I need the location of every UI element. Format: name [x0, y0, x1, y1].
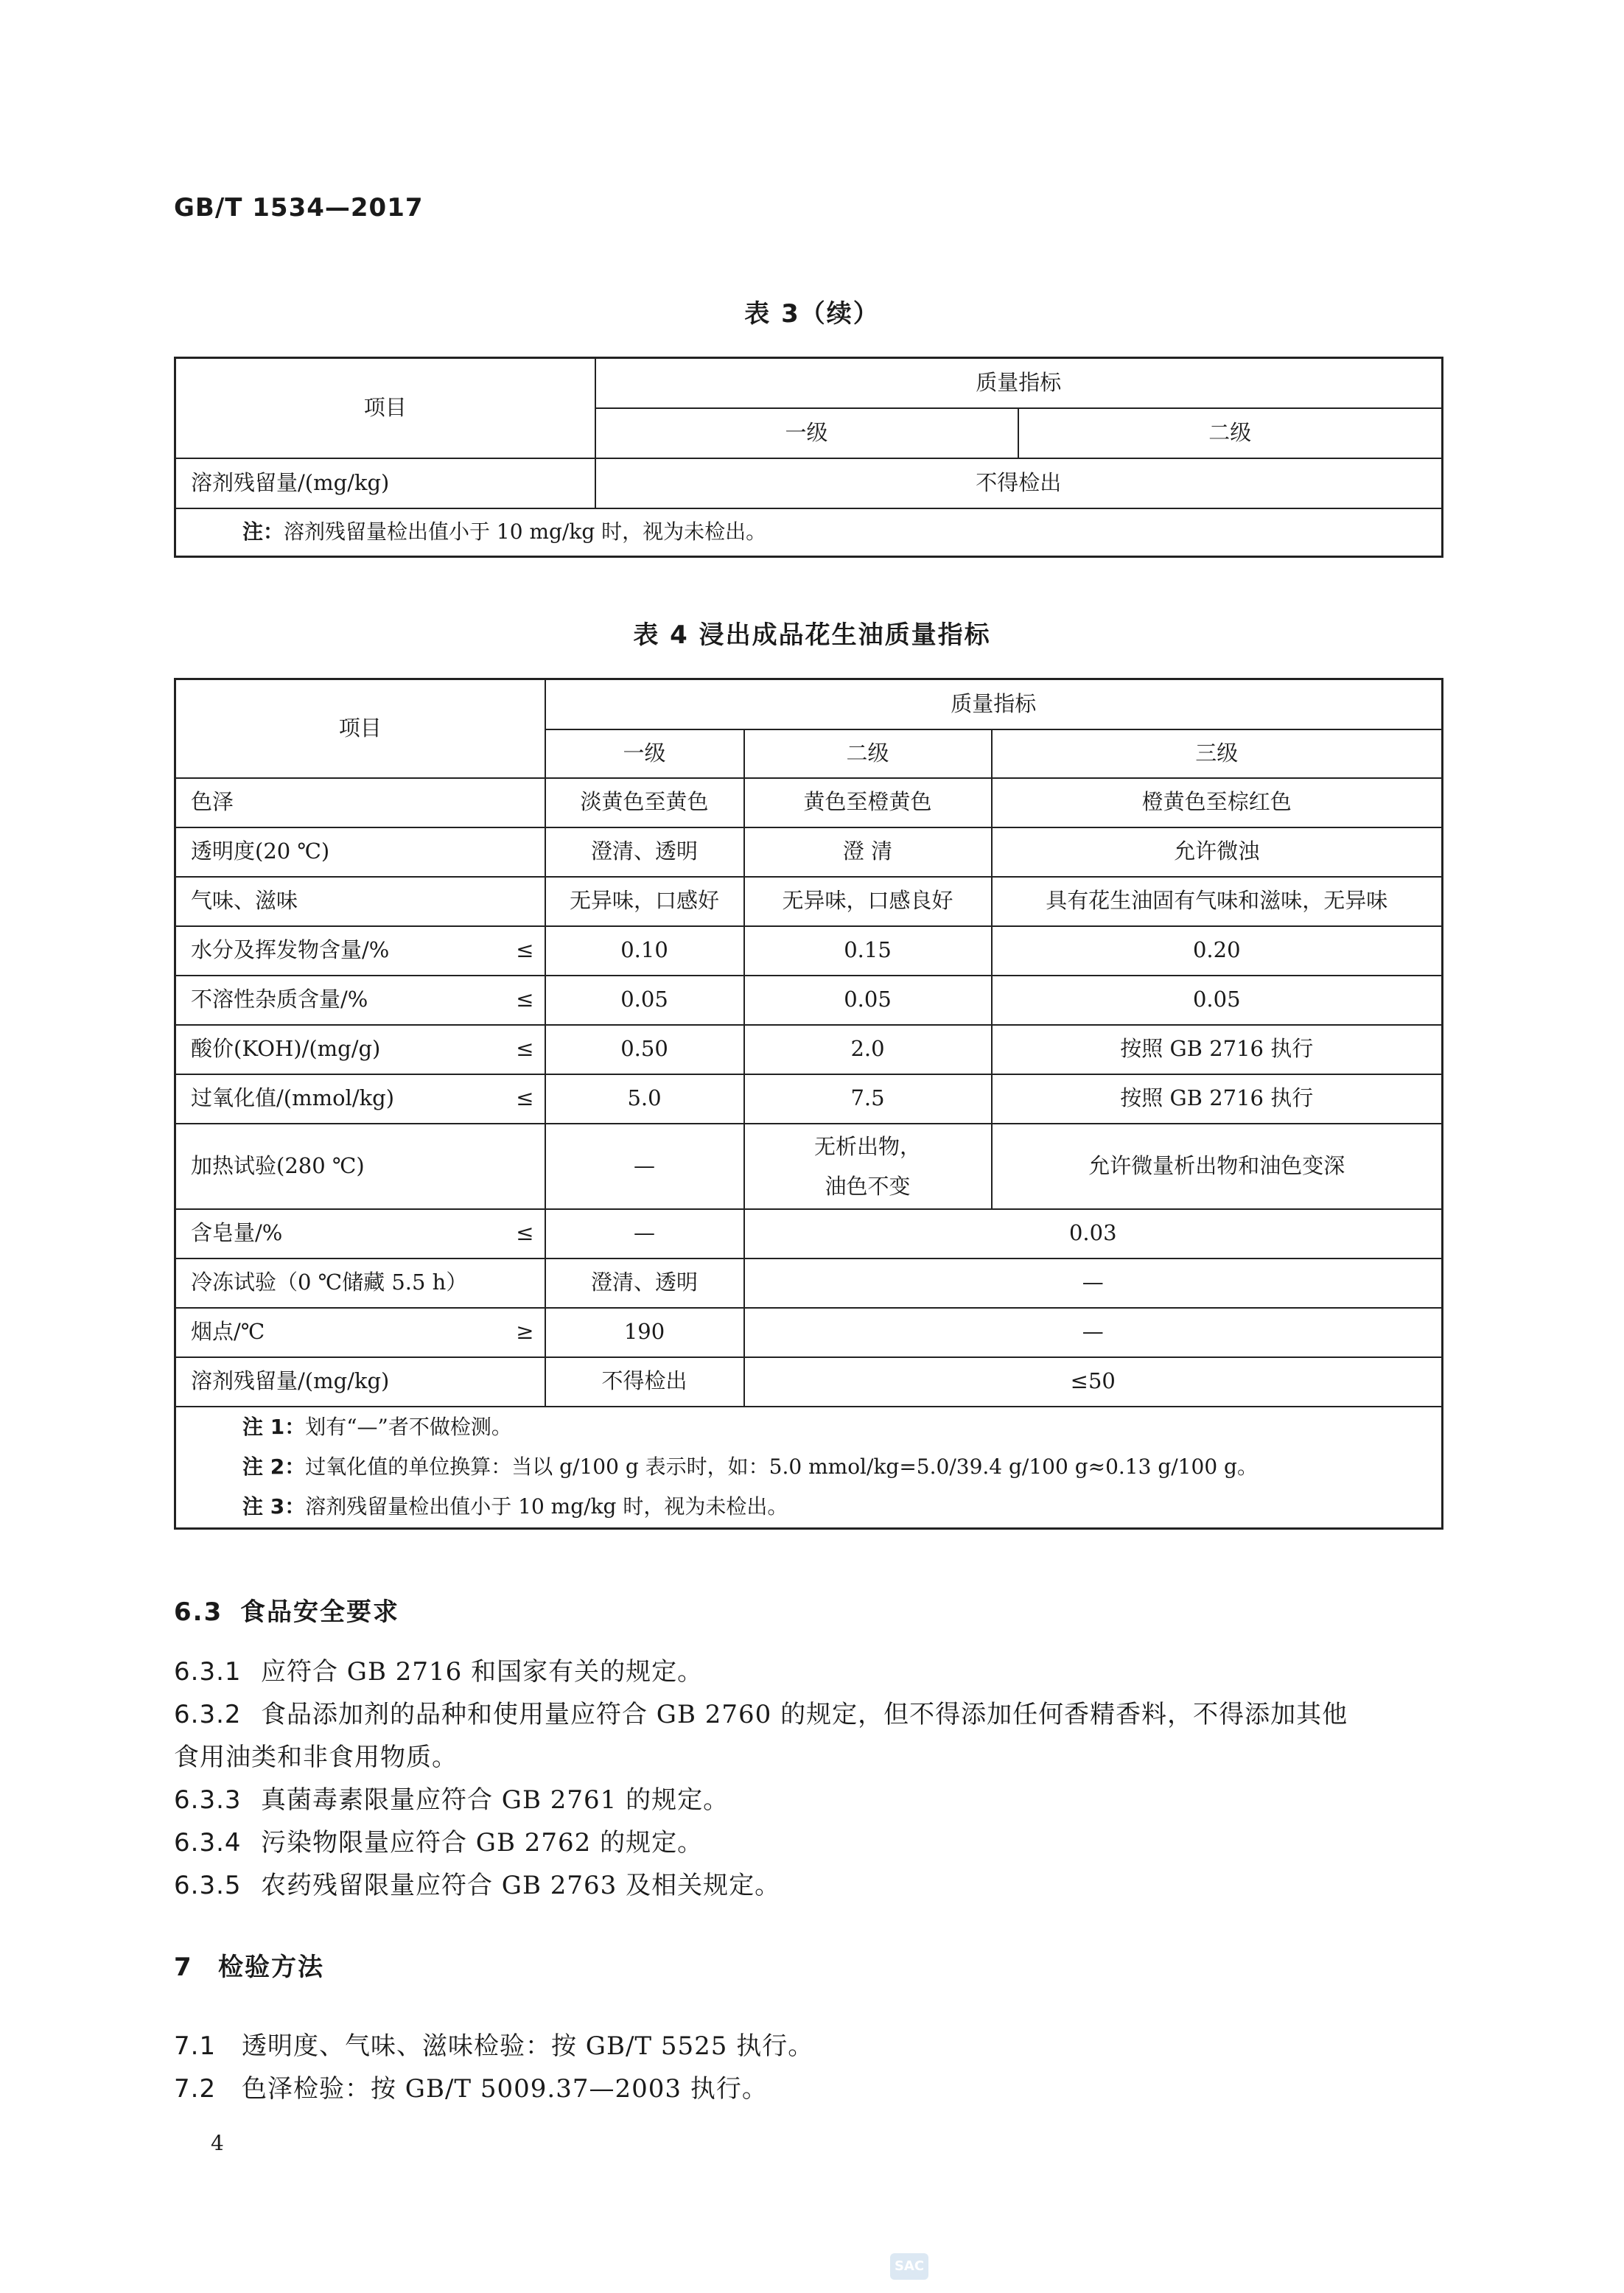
clause-6-3-2-cont: 食用油类和非食用物质。	[174, 1743, 458, 1772]
section-6-3-items	[174, 1650, 1449, 1907]
table-row	[175, 976, 1443, 1025]
row-grade-3: 具有花生油固有气味和滋味，无异味	[992, 877, 1443, 926]
note-text: 溶剂残留量检出值小于 10 mg/kg 时，视为未检出。	[284, 519, 767, 545]
row-grade-1: 无异味，口感好	[545, 877, 744, 926]
clause-6-3-2: 6.3.2 食品添加剂的品种和使用量应符合 GB 2760 的规定，但不得添加任何香精香料，不得添加其他	[174, 1700, 1348, 1729]
table3-note	[175, 508, 1443, 557]
table-row	[175, 1308, 1443, 1357]
row-grade-3: 按照 GB 2716 执行	[992, 1074, 1443, 1124]
row-grade-3: 按照 GB 2716 执行	[992, 1025, 1443, 1074]
sac-watermark: SAC	[890, 2253, 928, 2280]
clause-7-1: 7.1 透明度、气味、滋味检验：按 GB/T 5525 执行。	[174, 2031, 814, 2061]
row-item: 烟点/℃ ≥	[175, 1308, 545, 1357]
row-value: 不得检出	[595, 458, 1443, 508]
row-grade-2-3: 0.03	[744, 1209, 1443, 1258]
note-1: 注 1：划有“—”者不做检测。	[242, 1415, 512, 1440]
table3-caption: 表 3（续）	[744, 299, 880, 329]
table-row	[175, 1074, 1443, 1124]
clause-7-2: 7.2 色泽检验：按 GB/T 5009.37—2003 执行。	[174, 2074, 768, 2104]
row-grade-2: 2.0	[744, 1025, 992, 1074]
row-item: 气味、滋味	[175, 877, 545, 926]
row-grade-2: 0.15	[744, 926, 992, 976]
table4-grade-3: 三级	[992, 729, 1443, 778]
row-grade-3: 橙黄色至棕红色	[992, 778, 1443, 827]
clause-6-3-1: 6.3.1 应符合 GB 2716 和国家有关的规定。	[174, 1657, 704, 1687]
table4-header-quality: 质量指标	[545, 679, 1443, 729]
row-grade-2: 无析出物， 油色不变	[744, 1124, 992, 1209]
row-grade-1: 5.0	[545, 1074, 744, 1124]
row-grade-1: 不得检出	[545, 1357, 744, 1407]
row-grade-1: 淡黄色至黄色	[545, 778, 744, 827]
clause-6-3-3: 6.3.3 真菌毒素限量应符合 GB 2761 的规定。	[174, 1785, 729, 1815]
row-grade-1: 澄清、透明	[545, 827, 744, 877]
table4-caption: 表 4 浸出成品花生油质量指标	[633, 620, 991, 650]
row-grade-1: —	[545, 1209, 744, 1258]
table3-grade-2: 二级	[1018, 408, 1443, 458]
row-item: 冷冻试验（0 ℃储藏 5.5 h）	[175, 1258, 545, 1308]
row-grade-1: 澄清、透明	[545, 1258, 744, 1308]
row-grade-3: 允许微量析出物和油色变深	[992, 1124, 1443, 1209]
row-grade-2: 澄 清	[744, 827, 992, 877]
standard-code: GB/T 1534—2017	[174, 193, 424, 223]
table-row	[175, 1258, 1443, 1308]
table-row	[175, 926, 1443, 976]
table3-grade-1: 一级	[595, 408, 1018, 458]
row-grade-3: 允许微浊	[992, 827, 1443, 877]
table3-header-item: 项目	[175, 358, 595, 458]
row-grade-2-3: —	[744, 1308, 1443, 1357]
table-row	[175, 458, 1443, 508]
table3-header-quality: 质量指标	[595, 358, 1443, 408]
section-7-items	[174, 2025, 1449, 2110]
row-grade-2: 无异味，口感良好	[744, 877, 992, 926]
table4-grade-1: 一级	[545, 729, 744, 778]
section-6-3-heading: 6.3 食品安全要求	[174, 1597, 399, 1627]
table-row	[175, 877, 1443, 926]
row-grade-1: 0.05	[545, 976, 744, 1025]
row-item: 酸价(KOH)/(mg/g) ≤	[175, 1025, 545, 1074]
table-row	[175, 1025, 1443, 1074]
row-grade-3: 0.20	[992, 926, 1443, 976]
table4-notes	[175, 1407, 1443, 1529]
row-grade-1: —	[545, 1124, 744, 1209]
row-grade-2: 0.05	[744, 976, 992, 1025]
page-number: 4	[211, 2131, 224, 2155]
row-grade-1: 0.50	[545, 1025, 744, 1074]
row-grade-1: 190	[545, 1308, 744, 1357]
row-item: 水分及挥发物含量/% ≤	[175, 926, 545, 976]
table-row	[175, 1209, 1443, 1258]
table-row	[175, 1357, 1443, 1407]
table4	[174, 678, 1443, 1530]
row-grade-2-3: —	[744, 1258, 1443, 1308]
row-grade-2: 7.5	[744, 1074, 992, 1124]
table-row	[175, 827, 1443, 877]
clause-6-3-4: 6.3.4 污染物限量应符合 GB 2762 的规定。	[174, 1828, 704, 1858]
row-item: 过氧化值/(mmol/kg) ≤	[175, 1074, 545, 1124]
row-grade-2: 黄色至橙黄色	[744, 778, 992, 827]
table3	[174, 357, 1443, 558]
table4-header-item: 项目	[175, 679, 545, 778]
row-grade-1: 0.10	[545, 926, 744, 976]
row-grade-2-3: ≤50	[744, 1357, 1443, 1407]
row-grade-3: 0.05	[992, 976, 1443, 1025]
table4-grade-2: 二级	[744, 729, 992, 778]
note-2: 注 2：过氧化值的单位换算：当以 g/100 g 表示时，如：5.0 mmol/kg=5.0/39.4 g/100 g≈0.13 g/100 g。	[242, 1454, 1258, 1480]
row-item: 溶剂残留量/(mg/kg)	[175, 1357, 545, 1407]
row-item: 透明度(20 ℃)	[175, 827, 545, 877]
clause-6-3-5: 6.3.5 农药残留限量应符合 GB 2763 及相关规定。	[174, 1871, 781, 1900]
note-label: 注：	[242, 519, 284, 545]
note-3: 注 3：溶剂残留量检出值小于 10 mg/kg 时，视为未检出。	[242, 1494, 788, 1519]
row-item: 溶剂残留量/(mg/kg)	[175, 458, 595, 508]
row-item: 色泽	[175, 778, 545, 827]
row-item: 加热试验(280 ℃)	[175, 1124, 545, 1209]
table-row	[175, 1124, 1443, 1209]
row-item: 不溶性杂质含量/% ≤	[175, 976, 545, 1025]
table-row	[175, 778, 1443, 827]
section-7-heading: 7 检验方法	[174, 1953, 324, 1982]
row-item: 含皂量/% ≤	[175, 1209, 545, 1258]
